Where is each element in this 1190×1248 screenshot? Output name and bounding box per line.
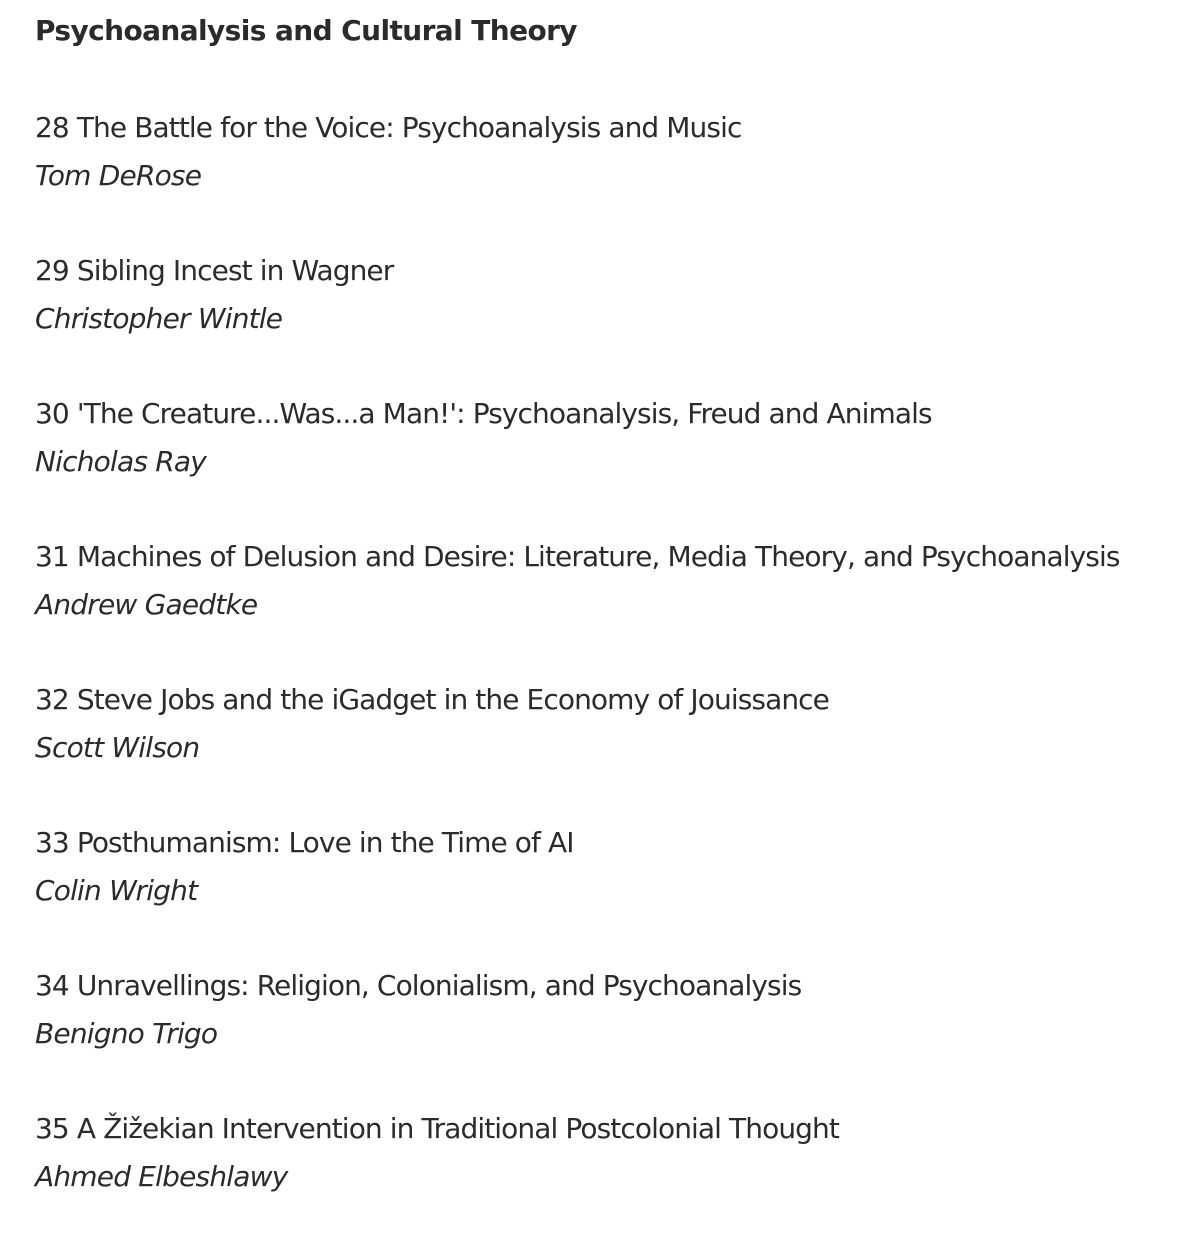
section-heading: Psychoanalysis and Cultural Theory — [35, 14, 577, 47]
chapter-author: Colin Wright — [35, 874, 198, 907]
chapter-author: Ahmed Elbeshlawy — [35, 1160, 288, 1193]
chapter-title: 31 Machines of Delusion and Desire: Literature, Media Theory, and Psychoanalysis — [35, 540, 1120, 573]
chapter-entry — [35, 533, 1175, 676]
chapter-title: 32 Steve Jobs and the iGadget in the Economy of Jouissance — [35, 683, 829, 716]
chapter-title: 28 The Battle for the Voice: Psychoanalysis and Music — [35, 111, 742, 144]
chapter-title: 29 Sibling Incest in Wagner — [35, 254, 394, 287]
chapter-entry — [35, 819, 1175, 962]
chapter-entry — [35, 1105, 1175, 1248]
chapter-title: 35 A Žižekian Intervention in Traditional Postcolonial Thought — [35, 1112, 839, 1145]
chapter-entry — [35, 247, 1175, 390]
chapter-author: Andrew Gaedtke — [35, 588, 258, 621]
chapter-author: Scott Wilson — [35, 731, 200, 764]
chapter-author: Nicholas Ray — [35, 445, 207, 478]
chapter-author: Benigno Trigo — [35, 1017, 218, 1050]
chapter-list — [35, 104, 1175, 1248]
chapter-author: Christopher Wintle — [35, 302, 283, 335]
chapter-title: 33 Posthumanism: Love in the Time of AI — [35, 826, 574, 859]
chapter-author: Tom DeRose — [35, 159, 202, 192]
chapter-title: 30 'The Creature...Was...a Man!': Psychoanalysis, Freud and Animals — [35, 397, 932, 430]
chapter-entry — [35, 104, 1175, 247]
chapter-title: 34 Unravellings: Religion, Colonialism, and Psychoanalysis — [35, 969, 802, 1002]
table-of-contents — [35, 10, 1175, 1248]
chapter-entry — [35, 676, 1175, 819]
chapter-entry — [35, 390, 1175, 533]
chapter-entry — [35, 962, 1175, 1105]
